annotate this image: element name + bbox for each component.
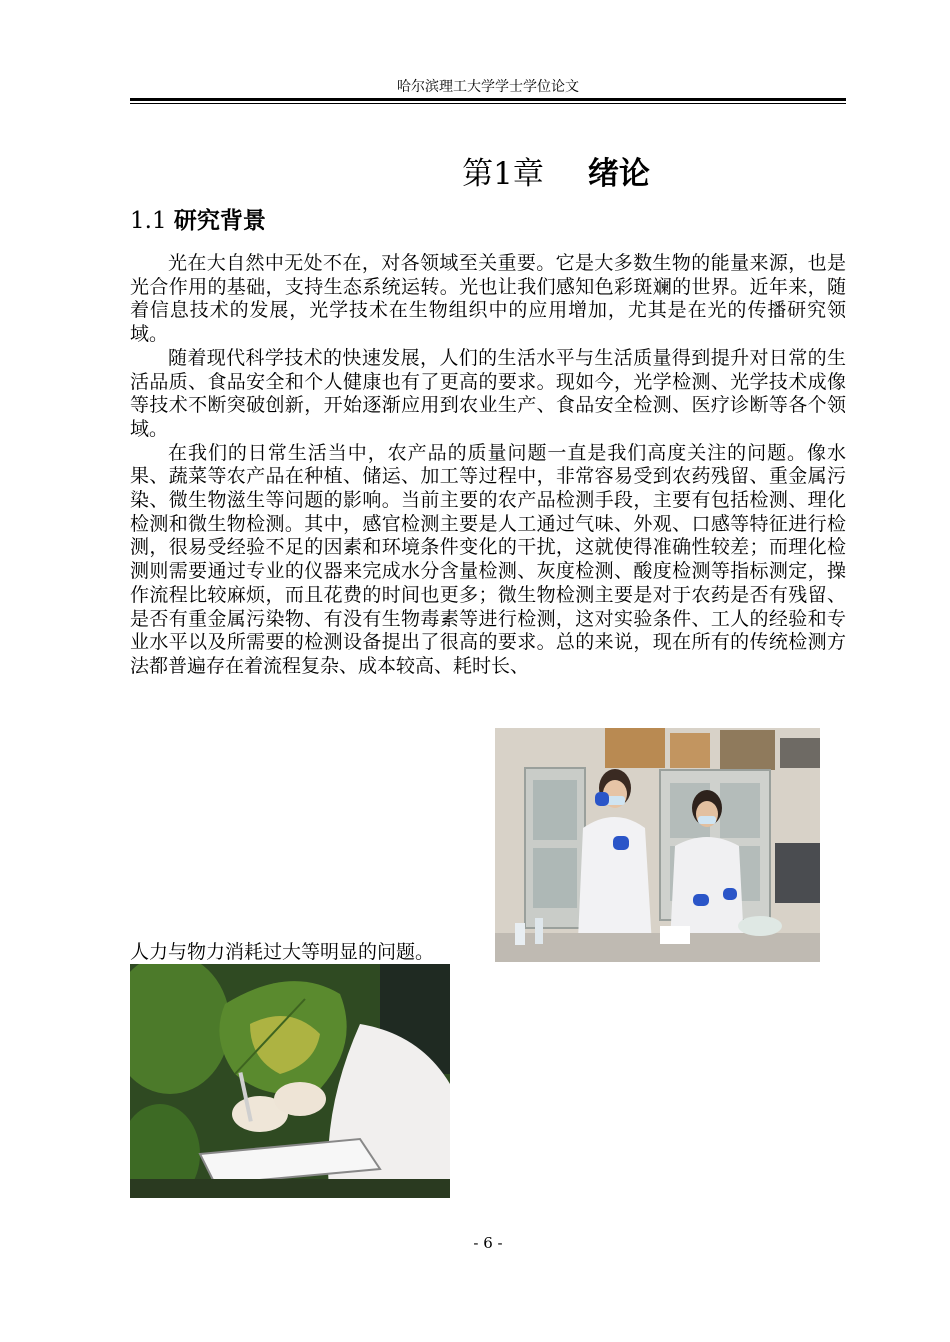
section-heading	[130, 204, 266, 238]
lab-scene-illustration	[495, 728, 820, 962]
running-header: 哈尔滨理工大学学士学位论文	[397, 79, 579, 95]
lab-researchers-photo	[495, 728, 820, 962]
section-title: 研究背景	[173, 208, 266, 234]
paragraph-3: 在我们的日常生活当中，农产品的质量问题一直是我们高度关注的问题。像水果、蔬菜等农产品在种植、储运、加工等过程中，非常容易受到农药残留、重金属污染、微生物滋生等问题的影响。当前主要的农产品检测手段，主要有包括检测、理化检测和微生物检测。其中，感官检测主要是人工通过气味、外观、口感等特征进行检测，很易受经验不足的因素和环境条件变化的干扰，这就使得准确性较差；而理化检测则需要通过专业的仪器来完成水分含量检测、灰度检测、酸度检测等指标测定，操作流程比较麻烦，而且花费的时间也更多；微生物检测主要是对于农药是否有残留、是否有重金属污染物、有没有生物毒素等进行检测，这对实验条件、工人的经验和专业水平以及所需要的检测设备提出了很高的要求。总的来说，现在所有的传统检测方法都普遍存在着流程复杂、成本较高、耗时长、	[130, 441, 846, 677]
leaf-scene-illustration	[130, 964, 450, 1198]
tail-text: 人力与物力消耗过大等明显的问题。	[130, 941, 435, 963]
leaf-inspection-photo	[130, 964, 450, 1198]
section-number: 1.1	[130, 208, 167, 234]
chapter-title: 绪论	[587, 156, 650, 192]
chapter-number: 第1章	[462, 156, 544, 192]
body-text	[130, 252, 846, 679]
header-rule-thin	[130, 103, 846, 104]
page-number: - 6 -	[473, 1234, 503, 1252]
chapter-heading	[130, 153, 950, 195]
paragraph-1: 光在大自然中无处不在，对各领域至关重要。它是大多数生物的能量来源，也是光合作用的基础，支持生态系统运转。光也让我们感知色彩斑斓的世界。近年来，随着信息技术的发展，光学技术在生物组织中的应用增加，尤其是在光的传播研究领域。	[130, 252, 846, 346]
header-rule-thick	[130, 98, 846, 101]
paragraph-2: 随着现代科学技术的快速发展，人们的生活水平与生活质量得到提升对日常的生活品质、食品安全和个人健康也有了更高的要求。现如今，光学检测、光学技术成像等技术不断突破创新，开始逐渐应用到农业生产、食品安全检测、医疗诊断等各个领域。	[130, 346, 846, 440]
